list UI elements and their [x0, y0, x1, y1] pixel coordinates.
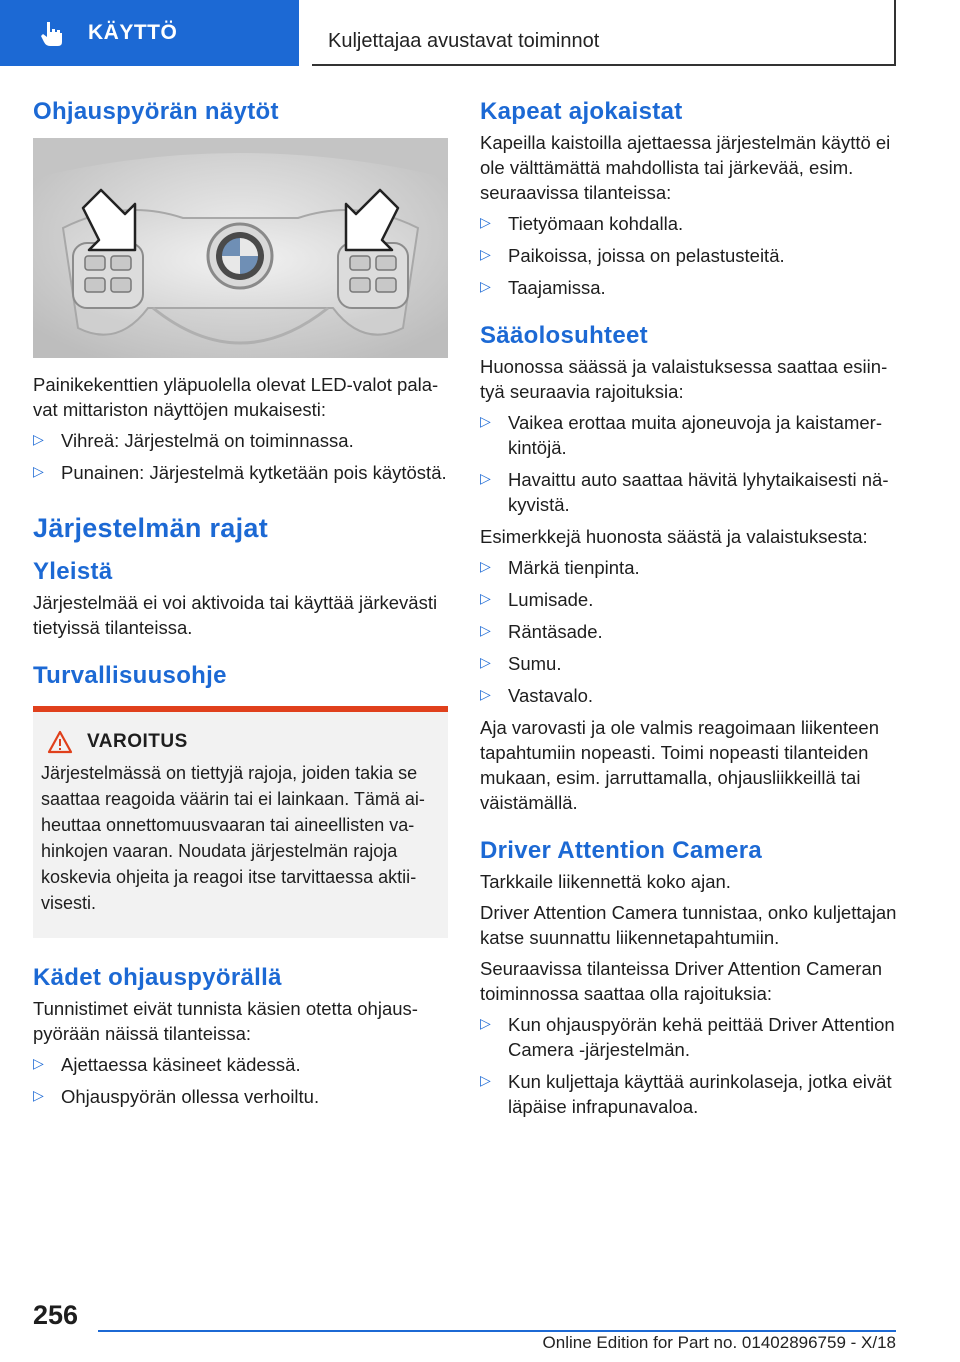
list-item: ▷ Lumisade.: [480, 587, 898, 612]
paragraph-led-lights: Painikekenttien yläpuolella olevat LED-valot palavat mittariston näyttöjen mukaisesti:: [33, 374, 439, 420]
list-item: ▷ Kun ohjauspyörän kehä peittää Driver Attention Camera -järjestelmän.: [480, 1012, 898, 1062]
heading-hands-on-wheel: Kädet ohjauspyörällä: [33, 964, 282, 991]
bullet-list-weather-examples: [480, 555, 898, 708]
list-item: ▷ Havaittu auto saattaa hävitä lyhytaikaisesti näkyvistä.: [480, 467, 898, 517]
heading-steering-wheel-displays: Ohjauspyörän näytöt: [33, 98, 279, 125]
header-chapter-title: Kuljettajaa avustavat toiminnot: [328, 30, 600, 52]
warning-text: Järjestelmässä on tiettyjä rajoja, joiden takia se saattaa reagoida väärin tai ei lainkaan. Tämä aiheuttaa onnettomuusvaaran tai aineellisten vahinkojen vaaran. Noudata järjestelmän rajoja koskevia ohjeita ja reagoi itse tarvittaessa aktiivisesti.: [41, 763, 425, 913]
paragraph-general: Järjestelmää ei voi aktivoida tai käyttää järkevästi tietyissä tilanteissa.: [33, 592, 438, 638]
list-item: ▷ Vihreä: Järjestelmä on toiminnassa.: [33, 428, 448, 453]
list-item: ▷ Vaikea erottaa muita ajoneuvoja ja kaistamerkintöjä.: [480, 410, 898, 460]
paragraph-camera-1: Tarkkaile liikennettä koko ajan.: [480, 871, 731, 892]
heading-system-limits: Järjestelmän rajat: [33, 513, 269, 543]
steering-wheel-image: [33, 138, 448, 358]
list-item: ▷ Märkä tienpinta.: [480, 555, 898, 580]
list-item: ▷ Punainen: Järjestelmä kytketään pois käytöstä.: [33, 460, 448, 485]
header-section-title: KÄYTTÖ: [88, 21, 178, 44]
paragraph-weather: Huonossa säässä ja valaistuksessa saattaa esiintyä seuraavia rajoituksia:: [480, 356, 888, 402]
steering-wheel-illustration: [33, 138, 448, 358]
list-item: ▷ Kun kuljettaja käyttää aurinkolaseja, jotka eivät läpäise infrapunavaloa.: [480, 1069, 898, 1119]
page-number: 256: [33, 1300, 79, 1330]
pointing-hand-icon: [38, 20, 66, 48]
footer-edition-text: Online Edition for Part no. 01402896759 - X/18: [542, 1333, 896, 1352]
left-column: [33, 98, 448, 1116]
bullet-list-weather-limits: [480, 410, 898, 517]
list-item: ▷ Ohjauspyörän ollessa verhoiltu.: [33, 1084, 448, 1109]
heading-general: Yleistä: [33, 558, 113, 585]
list-item: ▷ Taajamissa.: [480, 275, 898, 300]
list-item: ▷ Ajettaessa käsineet kädessä.: [33, 1052, 448, 1077]
list-item: ▷ Sumu.: [480, 651, 898, 676]
paragraph-weather-examples: Esimerkkejä huonosta säästä ja valaistuksesta:: [480, 526, 868, 547]
warning-title: VAROITUS: [87, 731, 188, 752]
right-column: [480, 98, 898, 1126]
header-section-tab: [0, 0, 299, 66]
paragraph-camera-2: Driver Attention Camera tunnistaa, onko kuljettajan katse suunnattu liikennetapahtumiin.: [480, 902, 897, 948]
list-item: ▷ Vastavalo.: [480, 683, 898, 708]
heading-weather-conditions: Sääolosuhteet: [480, 322, 648, 349]
warning-triangle-icon: [47, 730, 73, 754]
bullet-list-hands: [33, 1052, 448, 1109]
footer-divider: [98, 1330, 896, 1332]
list-item: ▷ Tietyömaan kohdalla.: [480, 211, 898, 236]
paragraph-camera-3: Seuraavissa tilanteissa Driver Attention Cameran toiminnossa saattaa olla rajoituksia:: [480, 958, 883, 1004]
list-item: ▷ Räntäsade.: [480, 619, 898, 644]
list-item: ▷ Paikoissa, joissa on pelastusteitä.: [480, 243, 898, 268]
bullet-list-narrow-lanes: [480, 211, 898, 300]
warning-box: [33, 706, 448, 938]
heading-driver-attention-camera: Driver Attention Camera: [480, 837, 763, 864]
heading-safety-note: Turvallisuusohje: [33, 662, 227, 689]
bullet-list-camera-limits: [480, 1012, 898, 1119]
bullet-list-led-states: [33, 428, 448, 485]
paragraph-narrow-lanes: Kapeilla kaistoilla ajettaessa järjestelmän käyttö ei ole välttämättä mahdollista tai järkevää, esim. seuraavissa tilanteissa:: [480, 132, 891, 203]
paragraph-drive-carefully: Aja varovasti ja ole valmis reagoimaan liikenteen tapahtumiin nopeasti. Toimi nopeasti tilanteiden mukaan, esim. jarruttamalla, ohjausliikkeillä tai väistämällä.: [480, 717, 879, 813]
header-chapter-box: [312, 0, 896, 66]
paragraph-hands: Tunnistimet eivät tunnista käsien otetta ohjauspyörään näissä tilanteissa:: [33, 998, 418, 1044]
heading-narrow-lanes: Kapeat ajokaistat: [480, 98, 683, 125]
